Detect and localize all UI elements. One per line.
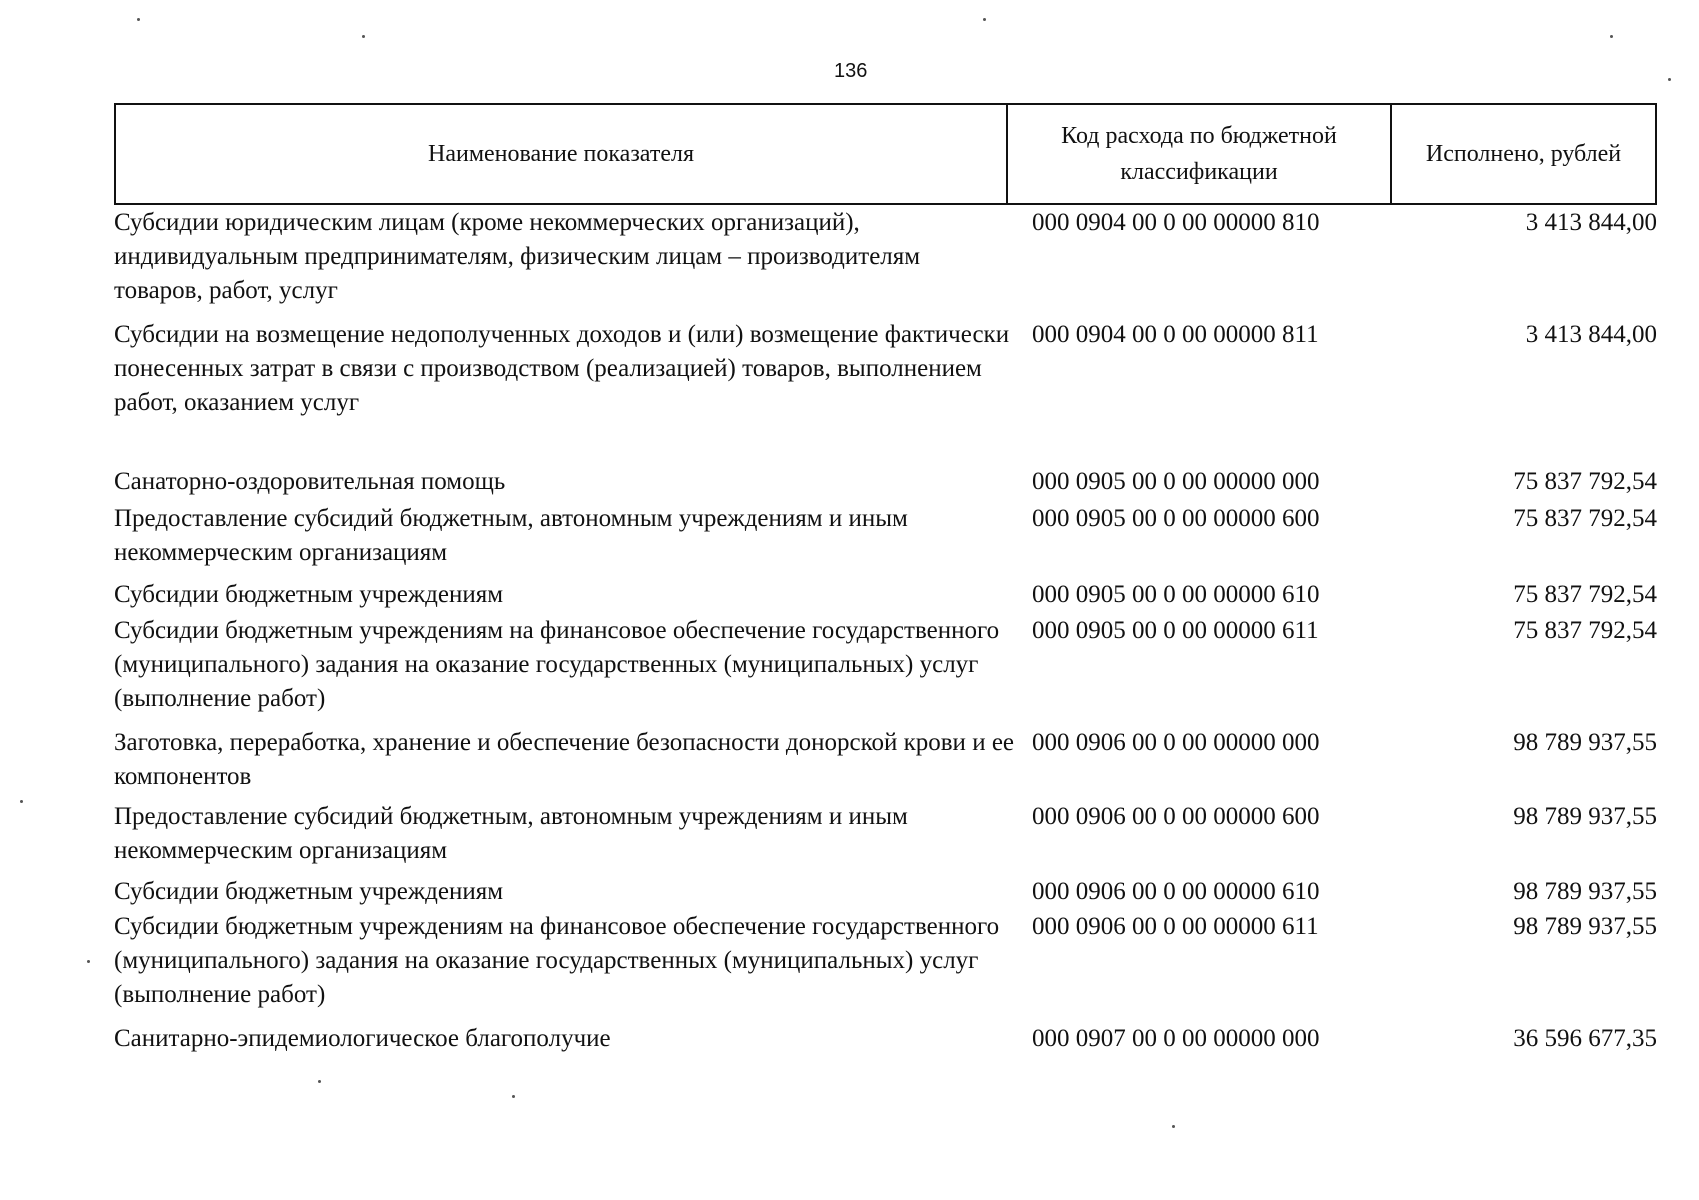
row-amount: 75 837 792,54 xyxy=(1513,468,1657,495)
row-code: 000 0905 00 0 00 00000 611 xyxy=(1032,617,1319,644)
row-amount: 3 413 844,00 xyxy=(1525,321,1657,348)
row-amount: 3 413 844,00 xyxy=(1525,209,1657,236)
row-name: Субсидии бюджетным учреждениям на финансовое обеспечение государственного (муниципального) задания на оказание государственных (муниципальных) услуг (выполнение работ) xyxy=(114,617,1000,712)
row-amount: 75 837 792,54 xyxy=(1513,617,1657,644)
page-number-text: 136 xyxy=(834,60,868,82)
row-name: Санитарно-эпидемиологическое благополучие xyxy=(114,1025,611,1052)
row-name: Предоставление субсидий бюджетным, автономным учреждениям и иным некоммерческим организациям xyxy=(114,505,908,566)
row-code: 000 0904 00 0 00 00000 811 xyxy=(1032,321,1319,348)
scan-speck xyxy=(137,18,140,21)
row-code: 000 0906 00 0 00 00000 000 xyxy=(1032,729,1320,756)
row-code: 000 0906 00 0 00 00000 600 xyxy=(1032,803,1320,830)
row-amount: 75 837 792,54 xyxy=(1513,581,1657,608)
row-code: 000 0907 00 0 00 00000 000 xyxy=(1032,1025,1320,1052)
row-code: 000 0904 00 0 00 00000 810 xyxy=(1032,209,1320,236)
row-amount: 75 837 792,54 xyxy=(1513,505,1657,532)
row-name: Санаторно-оздоровительная помощь xyxy=(114,468,506,495)
row-code: 000 0906 00 0 00 00000 611 xyxy=(1032,913,1319,940)
row-amount: 98 789 937,55 xyxy=(1513,913,1657,940)
header-name: Наименование показателя xyxy=(114,103,1006,205)
row-code: 000 0906 00 0 00 00000 610 xyxy=(1032,878,1320,905)
scan-speck xyxy=(87,960,90,963)
row-name: Субсидии бюджетным учреждениям на финансовое обеспечение государственного (муниципального) задания на оказание государственных (муниципальных) услуг (выполнение работ) xyxy=(114,913,1000,1008)
row-amount: 36 596 677,35 xyxy=(1513,1025,1657,1052)
scan-speck xyxy=(512,1095,515,1098)
row-code: 000 0905 00 0 00 00000 600 xyxy=(1032,505,1320,532)
row-name: Заготовка, переработка, хранение и обеспечение безопасности донорской крови и ее компонентов xyxy=(114,729,1015,790)
scan-speck xyxy=(318,1080,321,1083)
scan-speck xyxy=(983,18,986,21)
row-name: Предоставление субсидий бюджетным, автономным учреждениям и иным некоммерческим организациям xyxy=(114,803,908,864)
row-name: Субсидии бюджетным учреждениям xyxy=(114,878,504,905)
scan-speck xyxy=(1610,35,1613,38)
row-code: 000 0905 00 0 00 00000 610 xyxy=(1032,581,1320,608)
header-executed: Исполнено, рублей xyxy=(1390,103,1657,205)
row-amount: 98 789 937,55 xyxy=(1513,729,1657,756)
row-code: 000 0905 00 0 00 00000 000 xyxy=(1032,468,1320,495)
header-code: Код расхода по бюджетной классификации xyxy=(1006,103,1390,205)
scan-speck xyxy=(20,800,23,803)
row-amount: 98 789 937,55 xyxy=(1513,878,1657,905)
row-amount: 98 789 937,55 xyxy=(1513,803,1657,830)
scan-speck xyxy=(1172,1125,1175,1128)
row-name: Субсидии бюджетным учреждениям xyxy=(114,581,504,608)
scan-speck xyxy=(1668,78,1671,81)
scan-speck xyxy=(362,35,365,38)
table-header xyxy=(114,103,1657,205)
row-name: Субсидии на возмещение недополученных доходов и (или) возмещение фактически понесенных затрат в связи с производством (реализацией) товаров, выполнением работ, оказанием услуг xyxy=(114,321,1010,416)
row-name: Субсидии юридическим лицам (кроме некоммерческих организаций), индивидуальным предпринимателям, физическим лицам – производителям товаров, работ, услуг xyxy=(114,209,921,304)
